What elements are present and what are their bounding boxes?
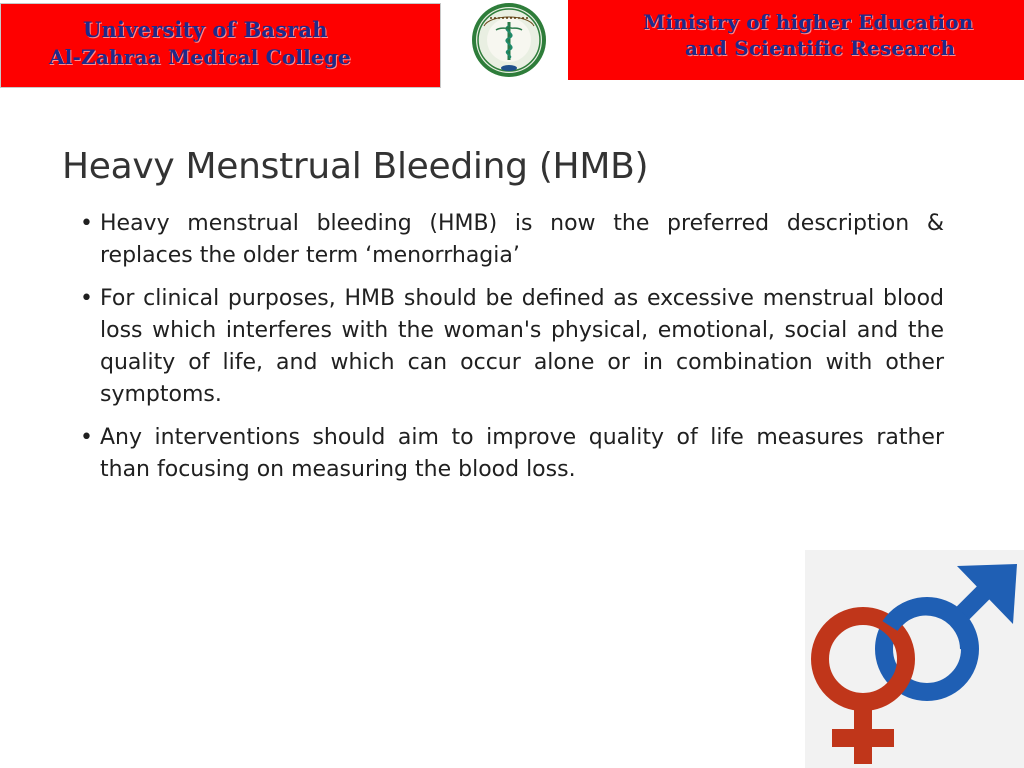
- bullet-text: Heavy menstrual bleeding (HMB) is now the preferred description & replaces the older term ‘menorrhagia’: [100, 211, 944, 268]
- bullet-list: [78, 208, 944, 497]
- gender-symbols-icon: [805, 550, 1024, 768]
- ministry-name: Ministry of higher Education: [643, 10, 974, 34]
- ministry-subtitle: and Scientific Research: [685, 36, 956, 60]
- university-banner: [0, 3, 441, 88]
- bullet-item: [78, 208, 944, 272]
- bullet-text: Any interventions should aim to improve quality of life measures rather than focusing on measuring the blood loss.: [100, 425, 944, 482]
- slide-title: Heavy Menstrual Bleeding (HMB): [62, 146, 649, 187]
- bullet-text: For clinical purposes, HMB should be defined as excessive menstrual blood loss which interferes with the woman's physical, emotional, social and the quality of life, and which can occur alone or in combination with other symptoms.: [100, 286, 944, 407]
- college-name: Al-Zahraa Medical College: [49, 45, 351, 69]
- bullet-item: [78, 283, 944, 411]
- bullet-marker: •: [80, 286, 93, 311]
- university-name: University of Basrah: [83, 17, 328, 42]
- college-seal-logo: [470, 0, 548, 80]
- bullet-marker: •: [80, 211, 93, 236]
- bullet-marker: •: [80, 425, 93, 450]
- ministry-banner: [568, 0, 1024, 80]
- bullet-item: [78, 422, 944, 486]
- female-symbol-icon: [820, 616, 906, 764]
